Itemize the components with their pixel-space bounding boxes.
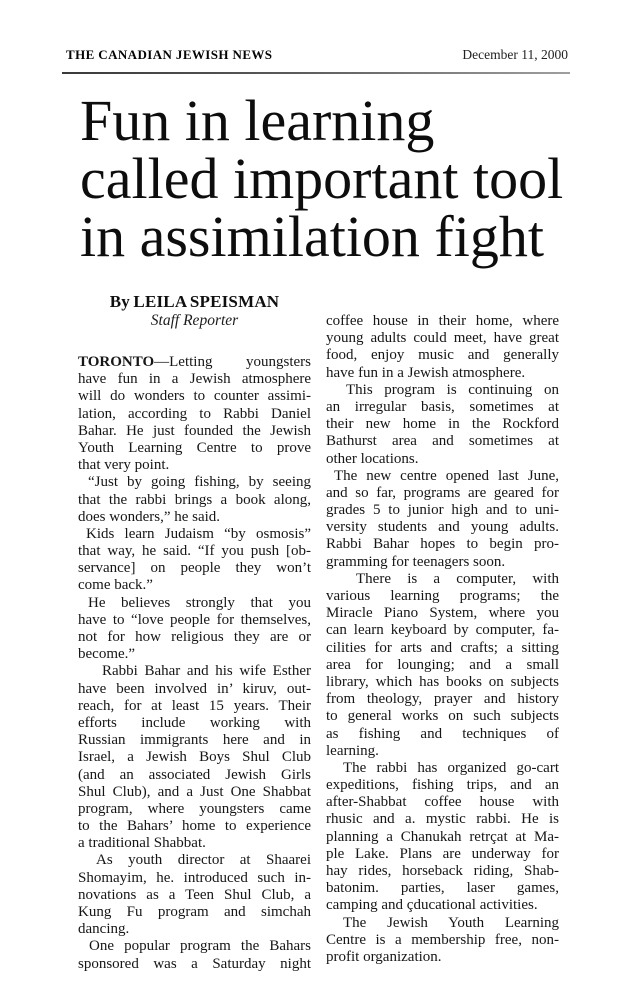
text-line: young adults could meet, have great — [326, 330, 559, 347]
text-line: servance] on people they won’t — [78, 560, 311, 577]
text-line: efforts include working with — [78, 714, 311, 731]
text-line: have fun in a Jewish atmosphere. — [326, 364, 526, 381]
masthead-title: THE CANADIAN JEWISH NEWS — [66, 47, 273, 62]
text-line: The rabbi has organized go-cart — [343, 759, 559, 776]
text-line: Bahar. He just founded the Jewish — [78, 422, 311, 439]
text-line: The Jewish Youth Learning — [343, 914, 559, 931]
headline-line: called important tool — [80, 146, 564, 211]
column-left-body — [78, 354, 311, 973]
text-line: Youth Learning Centre to prove — [78, 439, 311, 456]
text-line: Rabbi Bahar and his wife Esther — [102, 663, 311, 680]
article-columns — [78, 290, 559, 973]
text-line: novations as a Teen Shul Club, a — [78, 886, 311, 903]
text-line: sponsored was a Saturday night — [78, 955, 311, 972]
text-line: Miracle Piano System, where you — [326, 605, 559, 622]
text-line: gramming for teenagers soon. — [326, 553, 506, 570]
text-line: As youth director at Shaarei — [96, 852, 311, 869]
text-line: This program is continuing on — [346, 381, 559, 398]
text-line: and so far, programs are geared for — [326, 484, 559, 501]
text-line: program, where youngsters came — [78, 800, 311, 817]
text-line: can learn keyboard by computer, fa- — [326, 622, 559, 639]
text-line: become.” — [78, 646, 136, 663]
issue-date: December 11, 2000 — [462, 47, 568, 62]
headline-line: in assimilation fight — [80, 204, 544, 269]
text-line: to the Bahars’ home to experience — [78, 818, 311, 835]
text-line: Kung Fu program and simchah — [78, 904, 311, 920]
text-line: have fun in a Jewish atmosphere — [78, 371, 311, 388]
text-line: come back.” — [78, 577, 153, 594]
text-line: expeditions, fishing trips, and an — [326, 777, 559, 794]
text-line: as fishing and techniques of — [326, 725, 559, 742]
text-line: will do wonders to counter assimi- — [78, 388, 311, 405]
text-line: Centre is a membership free, non- — [326, 931, 559, 948]
text-line: to general works on such subjects — [326, 708, 559, 725]
text-line: that very point. — [78, 457, 170, 474]
byline: By LEILA SPEISMAN — [109, 292, 280, 311]
column-left — [78, 290, 311, 973]
text-line: have been involved in’ kiruv, out- — [78, 680, 311, 697]
text-line: after-Shabbat coffee house with — [326, 794, 559, 811]
text-line: There is a computer, with — [356, 570, 559, 587]
text-line: reach, for at least 15 years. Their — [78, 697, 311, 714]
text-line: Shomayim, he. introduced such in- — [78, 869, 311, 886]
byline-block — [78, 290, 311, 330]
text-line: dancing. — [78, 921, 130, 938]
text-line: profit organization. — [326, 948, 442, 965]
dateline-lead: TORONTO — [78, 354, 155, 370]
header-rule — [62, 72, 570, 74]
text-line: Israel, a Jewish Boys Shul Club — [78, 749, 311, 766]
text-line: coffee house in their home, where — [326, 313, 559, 329]
text-line: does wonders,” he said. — [78, 508, 221, 525]
text-line: their new home in the Rockford — [326, 416, 559, 433]
text-line: Kids learn Judaism “by osmosis” — [86, 525, 311, 542]
text-line: have to “love people for themselves, — [78, 611, 311, 628]
text-line: a traditional Shabbat. — [78, 835, 206, 852]
text-line: ple Lake. Plans are underway for — [326, 845, 559, 862]
headline-line: Fun in learning — [80, 88, 435, 153]
text-line: lation, according to Rabbi Daniel — [78, 405, 311, 422]
text-line: learning. — [326, 742, 379, 759]
text-line: area for lounging; and a small — [326, 656, 559, 673]
byline-role: Staff Reporter — [150, 312, 239, 329]
text-line: planning a Chanukah retrçat at Ma- — [326, 828, 559, 845]
text-line: not for how religious they are or — [78, 629, 311, 645]
text-line: “Just by going fishing, by seeing — [88, 474, 311, 491]
text-line: (and an associated Jewish Girls — [78, 766, 311, 783]
text-line: grades 5 to junior high and to uni- — [326, 502, 559, 519]
text-line: hay rides, horseback riding, Shab- — [326, 863, 559, 879]
text-line: other locations. — [326, 450, 419, 467]
text-line: camping and çducational activities. — [326, 897, 538, 914]
text-line: rhusic and a. mystic rabbi. He is — [326, 811, 559, 828]
text-line: versity students and young adults. — [326, 519, 559, 536]
text-line: TORONTO—Letting youngsters — [78, 354, 311, 370]
text-line: Bathurst area and sometimes at — [326, 433, 559, 450]
text-line: Russian immigrants here and in — [78, 732, 311, 749]
text-line: from theology, prayer and history — [326, 691, 559, 708]
text-line: that way, he said. “If you push [ob- — [78, 543, 311, 560]
column-right — [326, 290, 559, 973]
page-header — [66, 47, 568, 63]
text-line: various learning programs; the — [326, 588, 559, 604]
text-line: Shul Club), and a Just One Shabbat — [78, 783, 311, 800]
text-line: The new centre opened last June, — [334, 467, 559, 484]
column-right-body — [326, 290, 559, 966]
text-line: that the rabbi brings a book along, — [78, 491, 311, 508]
text-line: cilities for arts and crafts; a sitting — [326, 639, 559, 656]
text-line: an irregular basis, sometimes at — [326, 398, 559, 415]
text-line: He believes strongly that you — [88, 594, 311, 611]
headline — [80, 88, 570, 269]
text-line: library, which has books on subjects — [326, 673, 559, 690]
text-line: food, enjoy music and generally — [326, 347, 559, 364]
text-line: One popular program the Bahars — [89, 938, 311, 955]
text-line: Rabbi Bahar hopes to begin pro- — [326, 536, 559, 553]
text-line: batonim. parties, laser games, — [326, 880, 559, 897]
